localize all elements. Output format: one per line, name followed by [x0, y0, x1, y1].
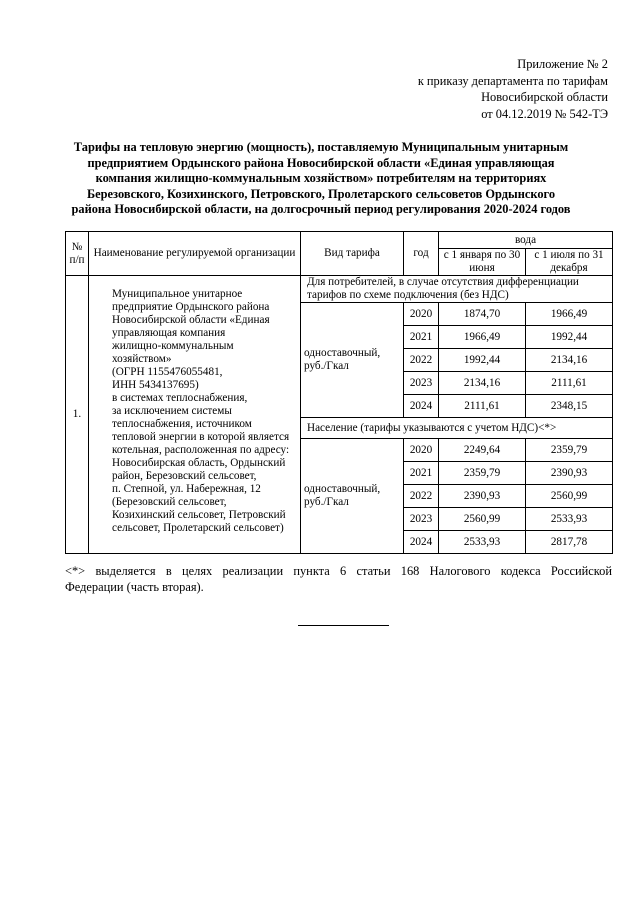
- organization-cell: [89, 276, 301, 554]
- closing-rule: [298, 625, 389, 626]
- org-line: жилищно-коммунальным: [112, 340, 234, 352]
- org-line: п. Степной, ул. Набережная, 12: [112, 483, 261, 495]
- header-period-1: с 1 января по 30 июня: [439, 249, 526, 276]
- header-water: вода: [439, 232, 613, 249]
- value-cell: 1992,44: [439, 349, 526, 372]
- value-cell: 2111,61: [439, 395, 526, 418]
- value-cell: 2560,99: [526, 485, 613, 508]
- year-cell: 2023: [404, 372, 439, 395]
- org-line: Козихинский сельсовет, Петровский: [112, 509, 286, 521]
- value-cell: 1992,44: [526, 326, 613, 349]
- org-line: Муниципальное унитарное: [112, 288, 243, 300]
- value-cell: 2111,61: [526, 372, 613, 395]
- year-cell: 2022: [404, 349, 439, 372]
- value-cell: 2533,93: [526, 508, 613, 531]
- year-cell: 2022: [404, 485, 439, 508]
- header-tariff-type: Вид тарифа: [301, 232, 404, 276]
- title-line: Березовского, Козихинского, Петровского, Пролетарского сельсоветов Ордынского: [86, 186, 556, 201]
- org-line: Новосибирская область, Ордынский: [112, 457, 286, 469]
- section-heading: Население (тарифы указываются с учетом НДС)<*>: [301, 418, 613, 439]
- title-line: Тарифы на тепловую энергию (мощность), поставляемую Муниципальным унитарным: [73, 140, 569, 154]
- appendix-block: [288, 56, 608, 122]
- footnote: [65, 563, 612, 595]
- header-num: № п/п: [66, 232, 89, 276]
- value-cell: 2134,16: [526, 349, 613, 372]
- value-cell: 1966,49: [526, 303, 613, 326]
- org-line: хозяйством»: [112, 353, 172, 365]
- org-line: Новосибирской области «Единая: [112, 314, 270, 326]
- org-line: ИНН 5434137695): [112, 379, 199, 391]
- value-cell: 2390,93: [439, 485, 526, 508]
- value-cell: 2533,93: [439, 531, 526, 554]
- org-line: в системах теплоснабжения,: [112, 392, 248, 404]
- org-line: за исключением системы: [112, 405, 232, 417]
- org-line: сельсовет, Пролетарский сельсовет): [112, 522, 284, 534]
- header-year: год: [404, 232, 439, 276]
- appendix-line: от 04.12.2019 № 542-ТЭ: [481, 106, 608, 121]
- value-cell: 2249,64: [439, 439, 526, 462]
- appendix-line: Приложение № 2: [517, 57, 608, 71]
- tariff-type-cell: одноставочный, руб./Гкал: [301, 303, 404, 418]
- value-cell: 2134,16: [439, 372, 526, 395]
- value-cell: 2817,78: [526, 531, 613, 554]
- org-line: район, Березовский сельсовет,: [112, 470, 257, 482]
- year-cell: 2021: [404, 462, 439, 485]
- year-cell: 2024: [404, 531, 439, 554]
- appendix-line: Новосибирской области: [481, 90, 608, 104]
- title-line: района Новосибирской области, на долгосрочный период регулирования 2020-2024 годов: [71, 202, 571, 217]
- header-period-2: с 1 июля по 31 декабря: [526, 249, 613, 276]
- section-heading: Для потребителей, в случае отсутствия дифференциации тарифов по схеме подключения (без НДС): [301, 276, 613, 303]
- header-organization: Наименование регулируемой организации: [89, 232, 301, 276]
- year-cell: 2024: [404, 395, 439, 418]
- org-line: тепловой энергии в которой является: [112, 431, 290, 443]
- title-line: компания жилищно-коммунальным хозяйством» потребителям на территориях: [95, 171, 547, 186]
- tariff-type-cell: одноставочный, руб./Гкал: [301, 439, 404, 554]
- org-line: котельная, расположенная по адресу:: [112, 444, 290, 456]
- value-cell: 2348,15: [526, 395, 613, 418]
- value-cell: 2390,93: [526, 462, 613, 485]
- row-number: 1.: [66, 276, 89, 554]
- org-line: (Березовский сельсовет,: [112, 496, 227, 508]
- value-cell: 2560,99: [439, 508, 526, 531]
- org-line: теплоснабжения, источником: [112, 418, 252, 430]
- title-line: предприятием Ордынского района Новосибирской области «Единая управляющая: [87, 155, 555, 170]
- year-cell: 2020: [404, 303, 439, 326]
- value-cell: 1966,49: [439, 326, 526, 349]
- org-line: предприятие Ордынского района: [112, 301, 270, 313]
- year-cell: 2021: [404, 326, 439, 349]
- value-cell: 2359,79: [439, 462, 526, 485]
- footnote-line: <*> выделяется в целях реализации пункта 6 статьи 168 Налогового кодекса Российской: [65, 564, 612, 578]
- value-cell: 2359,79: [526, 439, 613, 462]
- org-line: (ОГРН 1155476055481,: [112, 366, 223, 378]
- tariff-table: [65, 231, 613, 554]
- appendix-line: к приказу департамента по тарифам: [417, 73, 608, 88]
- org-line: управляющая компания: [112, 327, 226, 339]
- year-cell: 2023: [404, 508, 439, 531]
- year-cell: 2020: [404, 439, 439, 462]
- document-title: [66, 140, 576, 218]
- value-cell: 1874,70: [439, 303, 526, 326]
- footnote-line: Федерации (часть вторая).: [65, 580, 204, 594]
